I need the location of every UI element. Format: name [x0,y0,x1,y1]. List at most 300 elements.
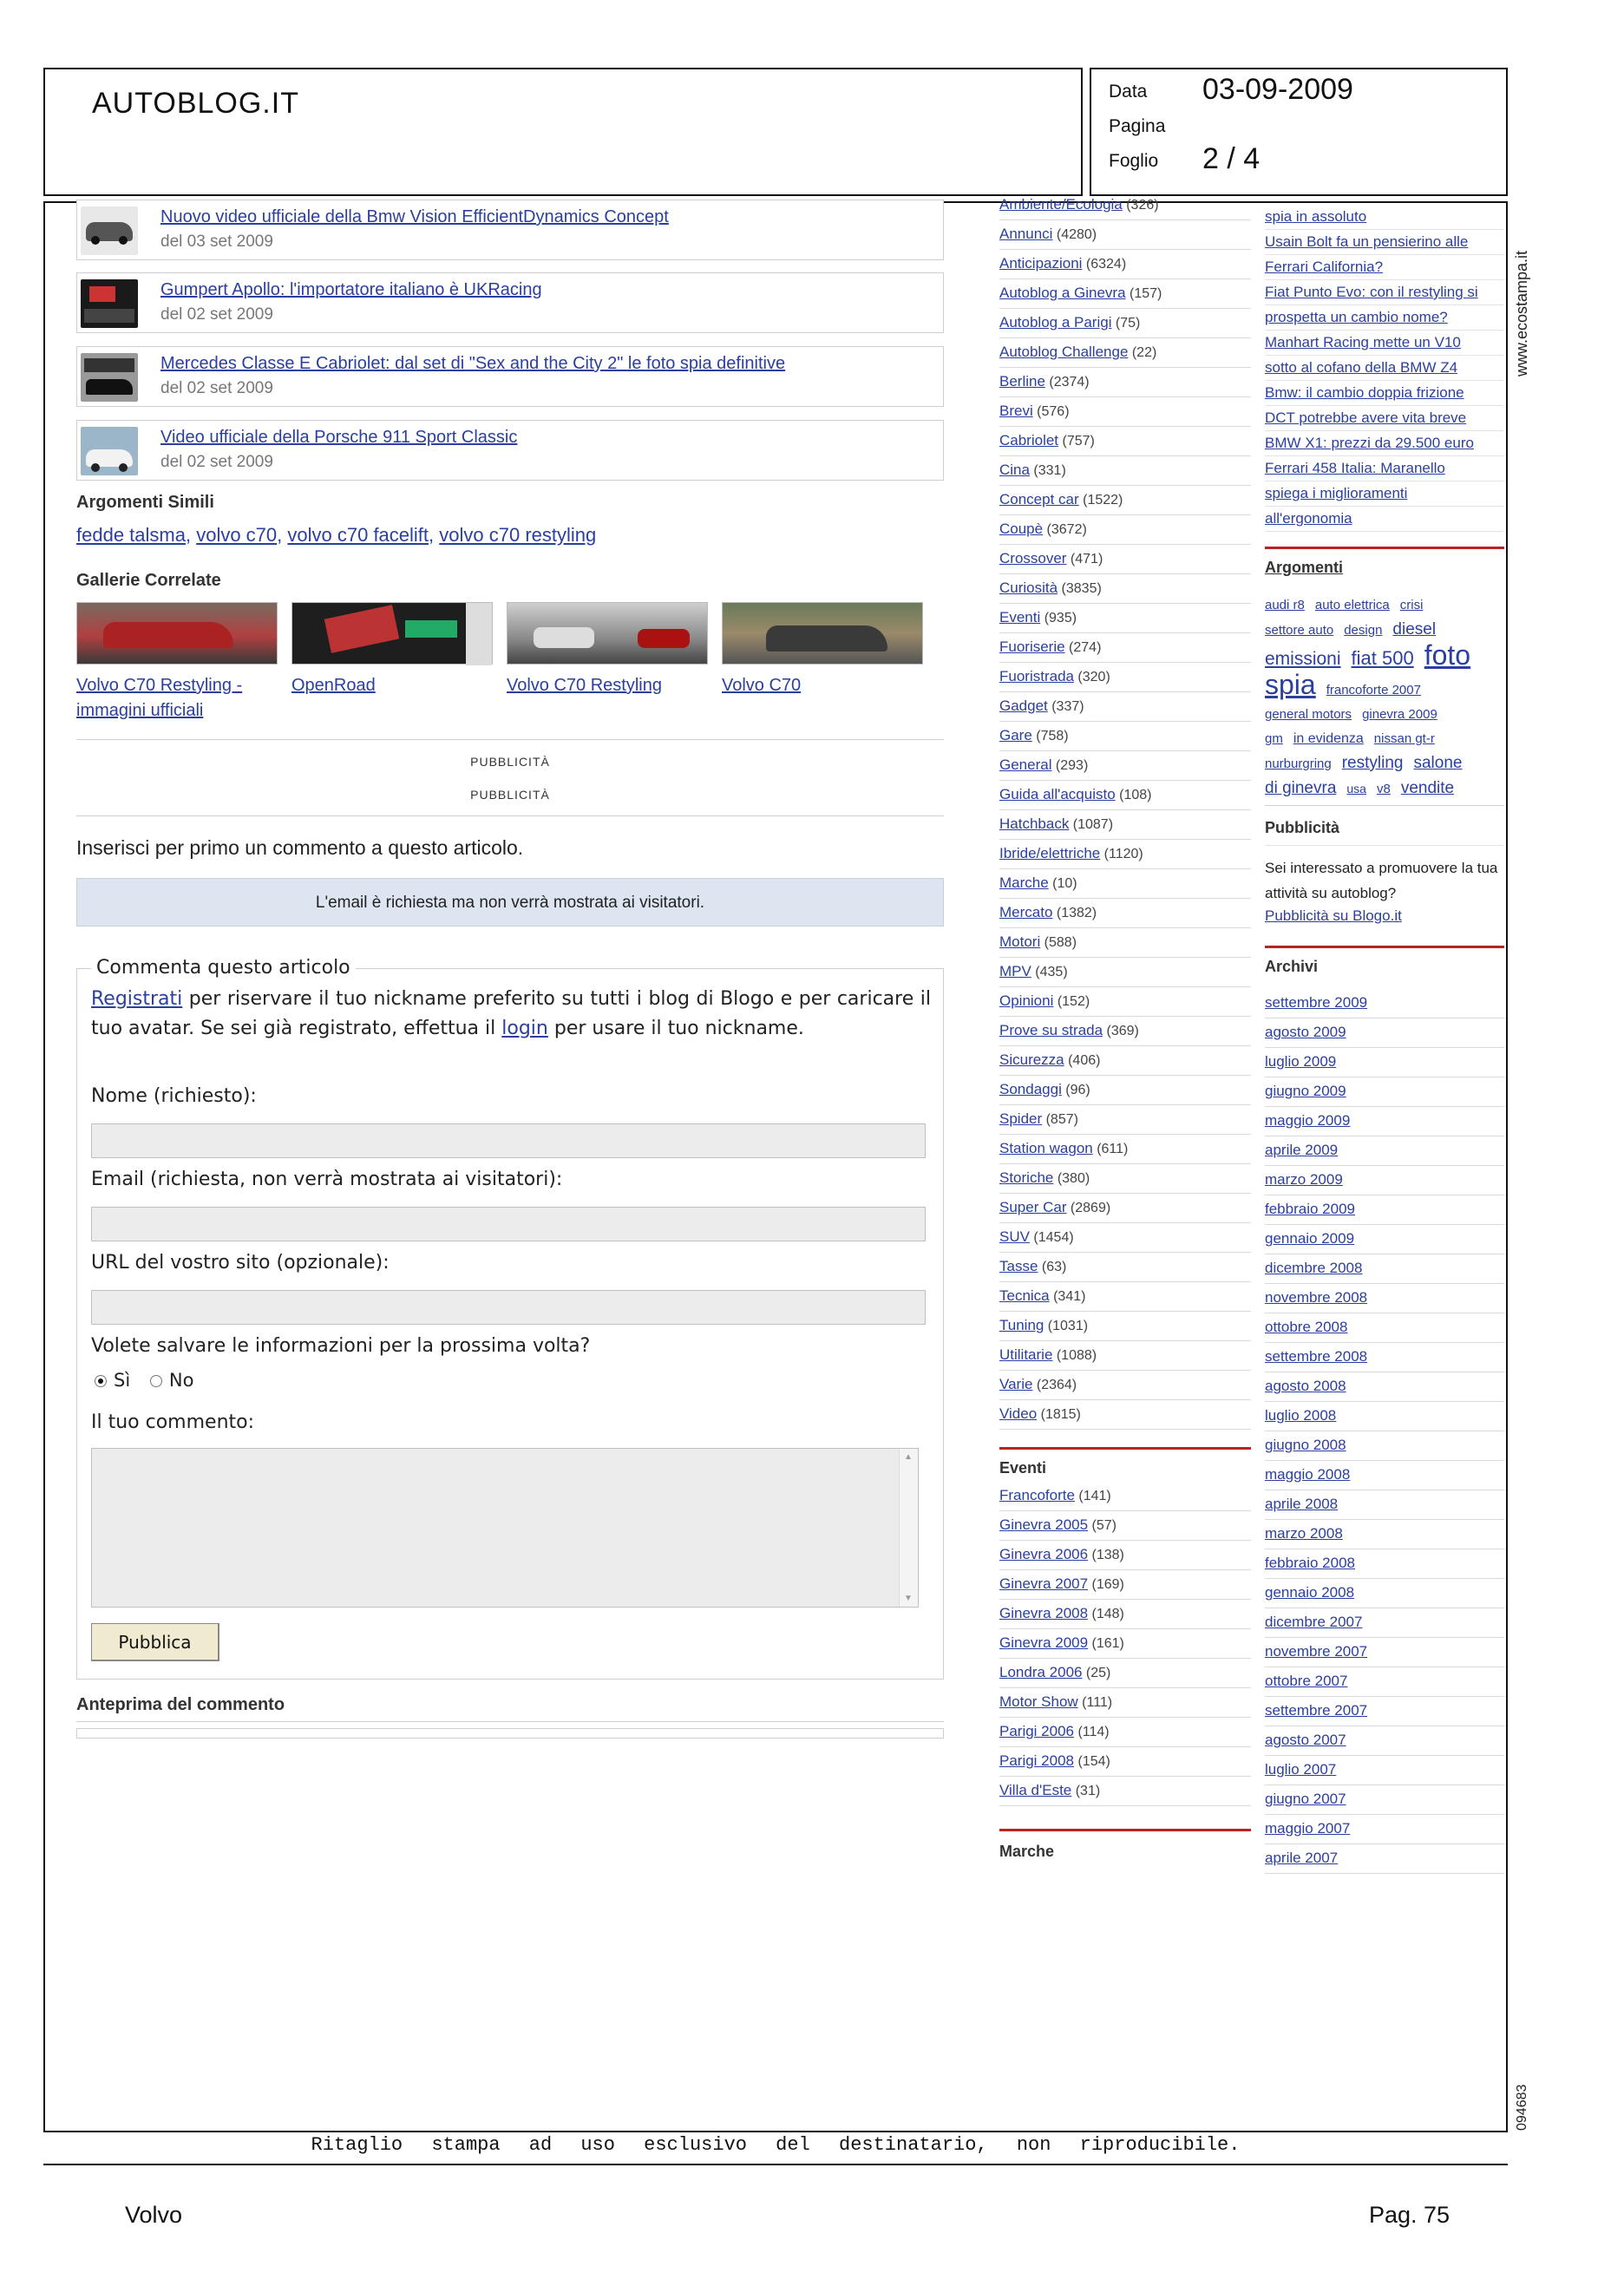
article-date: del 02 set 2009 [160,453,273,471]
archive-item[interactable] [1265,1667,1504,1697]
category-item-link[interactable]: Gare [999,727,1032,743]
cloud-tag[interactable]: francoforte 2007 [1326,683,1421,697]
divider [76,815,944,816]
event-item[interactable] [999,1600,1251,1629]
news-link[interactable]: spiega i miglioramenti [1265,481,1504,507]
archive-item[interactable] [1265,1697,1504,1726]
news-link[interactable]: sotto al cofano della BMW Z4 [1265,356,1504,381]
archive-item-link[interactable]: novembre 2007 [1265,1643,1368,1660]
archive-item[interactable] [1265,1048,1504,1077]
category-item-link[interactable]: Hatchback [999,815,1070,832]
email-field[interactable] [91,1207,926,1241]
event-item[interactable] [999,1570,1251,1600]
archive-item[interactable] [1265,1638,1504,1667]
archive-item-link[interactable]: marzo 2009 [1265,1171,1343,1188]
category-item-link[interactable]: Annunci [999,226,1053,242]
news-link[interactable]: Usain Bolt fa un pensierino alle [1265,230,1504,255]
cloud-tag[interactable]: gm [1265,731,1283,746]
news-link[interactable]: Manhart Racing mette un V10 [1265,331,1504,356]
archive-item-link[interactable]: luglio 2009 [1265,1053,1337,1070]
archive-item[interactable] [1265,1549,1504,1579]
category-item[interactable] [999,928,1251,958]
cloud-tag[interactable]: salone [1413,754,1463,772]
category-item-link[interactable]: Cina [999,462,1030,478]
category-item-link[interactable]: Concept car [999,491,1079,508]
archive-item[interactable] [1265,1343,1504,1372]
event-item[interactable] [999,1482,1251,1511]
gallery-thumbnail[interactable] [507,602,708,665]
category-item[interactable] [999,427,1251,456]
tag-cloud [1265,593,1508,802]
category-item[interactable] [999,338,1251,368]
ad-box-link[interactable]: Pubblicità su Blogo.it [1265,907,1402,924]
category-item[interactable] [999,1135,1251,1164]
event-item[interactable] [999,1511,1251,1541]
cloud-tag[interactable]: general motors [1265,707,1352,722]
category-item-link[interactable]: Guida all'acquisto [999,786,1116,802]
category-item-count: (75) [1111,316,1141,331]
news-link[interactable]: Ferrari 458 Italia: Maranello [1265,456,1504,481]
cloud-tag[interactable]: auto elettrica [1314,598,1390,612]
archive-item-link[interactable]: aprile 2009 [1265,1142,1339,1158]
comment-textarea[interactable] [91,1448,919,1608]
archive-item-link[interactable]: novembre 2008 [1265,1289,1368,1306]
category-item[interactable] [999,1400,1251,1430]
cloud-tag[interactable]: fiat 500 [1351,647,1414,669]
archive-item[interactable] [1265,1284,1504,1313]
category-item-count: (326) [1122,198,1159,213]
galleries-heading: Gallerie Correlate [76,571,221,590]
category-item-link[interactable]: Super Car [999,1199,1067,1215]
textarea-scrollbar[interactable] [899,1449,918,1607]
archive-item-link[interactable]: agosto 2008 [1265,1378,1346,1394]
category-item[interactable] [999,840,1251,869]
article-item[interactable] [76,420,944,481]
archive-item[interactable] [1265,1608,1504,1638]
radio-yes[interactable] [95,1375,107,1387]
article-thumbnail [81,279,138,328]
cloud-tag[interactable]: crisi [1399,598,1424,612]
gallery-caption[interactable]: Volvo C70 Restyling - immagini ufficiali [76,676,243,720]
email-notice [76,878,944,927]
archive-item[interactable] [1265,1254,1504,1284]
archive-item[interactable] [1265,1402,1504,1431]
category-item[interactable] [999,1223,1251,1253]
event-item[interactable] [999,1747,1251,1777]
category-item[interactable] [999,1312,1251,1341]
category-item-link[interactable]: Sondaggi [999,1081,1062,1097]
category-item-link[interactable]: Fuoriserie [999,639,1065,655]
category-item[interactable] [999,1194,1251,1223]
sheet-label: Foglio [1109,151,1159,171]
archive-item-link[interactable]: giugno 2009 [1265,1083,1346,1099]
category-item-link[interactable]: Coupè [999,521,1044,537]
cloud-tag[interactable]: di ginevra [1265,779,1337,797]
event-item-link[interactable]: Parigi 2008 [999,1752,1075,1769]
ad-box-text: Sei interessato a promuovere la tua attività su autoblog? [1265,860,1498,901]
article-thumbnail [81,353,138,402]
radio-no-label: No [168,1370,194,1391]
category-item[interactable] [999,1164,1251,1194]
cloud-tag[interactable]: diesel [1392,620,1437,639]
category-item-count: (152) [1053,994,1090,1009]
similar-tags: fedde talsma, volvo c70, volvo c70 facelift, volvo c70 restyling [76,524,597,546]
category-item[interactable] [999,250,1251,279]
news-link[interactable]: prospetta un cambio nome? [1265,305,1504,331]
cloud-tag[interactable]: nurburgring [1265,756,1332,771]
category-item[interactable] [999,1105,1251,1135]
news-link[interactable]: Ferrari California? [1265,255,1504,280]
event-item-link[interactable]: Ginevra 2007 [999,1575,1089,1592]
cloud-tag[interactable]: ginevra 2009 [1362,707,1437,722]
category-item[interactable] [999,191,1251,220]
archive-item[interactable] [1265,1018,1504,1048]
event-item-count: (111) [1077,1695,1113,1710]
category-item-count: (1815) [1037,1407,1081,1422]
clipping-frame [43,196,1530,2132]
news-links [1265,205,1504,532]
similar-tag[interactable]: volvo c70 restyling [439,524,597,546]
event-item-count: (31) [1071,1784,1101,1798]
article-item[interactable] [76,200,944,260]
section-divider [999,1447,1251,1450]
category-item-link[interactable]: Fuoristrada [999,668,1074,684]
intro-text-end: per usare il tuo nickname. [553,1018,804,1039]
category-item[interactable] [999,220,1251,250]
news-link[interactable]: Fiat Punto Evo: con il restyling si [1265,280,1504,305]
event-item-link[interactable]: Ginevra 2009 [999,1634,1089,1651]
archive-item-link[interactable]: dicembre 2007 [1265,1614,1363,1630]
category-item-link[interactable]: Motori [999,933,1041,950]
news-link[interactable]: Bmw: il cambio doppia frizione [1265,381,1504,406]
similar-tag[interactable]: fedde talsma [76,524,186,546]
category-item-count: (1031) [1044,1319,1089,1333]
event-item-count: (57) [1088,1518,1116,1533]
category-item[interactable] [999,515,1251,545]
archive-item-link[interactable]: maggio 2008 [1265,1466,1351,1483]
category-item-link[interactable]: Autoblog a Ginevra [999,285,1126,301]
category-item[interactable] [999,486,1251,515]
notice-rule [43,2131,1508,2132]
category-item[interactable] [999,397,1251,427]
archive-item[interactable] [1265,1844,1504,1874]
category-item-count: (380) [1053,1171,1090,1186]
archive-item-link[interactable]: febbraio 2009 [1265,1201,1355,1217]
cloud-tag[interactable]: usa [1346,782,1366,796]
category-item-link[interactable]: Gadget [999,697,1048,714]
category-item[interactable] [999,279,1251,309]
category-item[interactable] [999,722,1251,751]
cloud-tag[interactable]: settore auto [1265,623,1334,638]
archive-item-link[interactable]: febbraio 2008 [1265,1555,1355,1571]
category-item-link[interactable]: Eventi [999,609,1041,625]
category-item-count: (274) [1064,640,1102,655]
category-item-link[interactable]: Mercato [999,904,1053,920]
category-item-link[interactable]: Brevi [999,403,1033,419]
category-item[interactable] [999,1282,1251,1312]
category-item[interactable] [999,574,1251,604]
news-link[interactable]: DCT potrebbe avere vita breve [1265,406,1504,431]
event-item-count: (154) [1074,1754,1110,1769]
category-item-link[interactable]: Utilitarie [999,1346,1053,1363]
cloud-tag[interactable]: v8 [1376,782,1391,796]
event-item-count: (25) [1082,1666,1111,1680]
gallery-thumbnail[interactable] [291,602,493,665]
archive-item[interactable] [1265,1166,1504,1195]
section-divider [1265,547,1504,549]
publish-button[interactable]: Pubblica [91,1623,219,1661]
category-item[interactable] [999,1341,1251,1371]
event-item-link[interactable]: Ginevra 2006 [999,1546,1089,1562]
category-item-link[interactable]: Curiosità [999,580,1058,596]
cloud-tag[interactable]: spia [1265,669,1316,700]
gallery-caption[interactable]: Volvo C70 Restyling [507,676,662,695]
article-title[interactable]: Mercedes Classe E Cabriolet: dal set di "Sex and the City 2" le foto spia definitive [160,354,786,373]
cloud-tag[interactable]: audi r8 [1265,598,1305,612]
event-item[interactable] [999,1718,1251,1747]
article-title[interactable]: Nuovo video ufficiale della Bmw Vision EfficientDynamics Concept [160,207,669,226]
event-item-link[interactable]: Francoforte [999,1487,1075,1503]
news-link[interactable]: spia in assoluto [1265,205,1504,230]
archive-item[interactable] [1265,1461,1504,1490]
category-item[interactable] [999,869,1251,899]
article-thumbnail [81,427,138,475]
archive-item[interactable] [1265,989,1504,1018]
similar-tag[interactable]: volvo c70 [196,524,278,546]
clipping-notice-text: Ritaglio stampa ad uso esclusivo del destinatario, non riproducibile. [311,2134,1241,2156]
source-title: AUTOBLOG.IT [92,87,299,120]
category-item-count: (1522) [1078,493,1123,508]
article-title[interactable]: Video ufficiale della Porsche 911 Sport Classic [160,428,518,447]
footer-brand: Volvo [125,2202,183,2228]
gallery-item[interactable] [76,602,278,724]
scroll-up-icon[interactable]: ▲ [904,1452,913,1462]
category-item-link[interactable]: Prove su strada [999,1022,1103,1038]
category-item-count: (471) [1066,552,1103,566]
category-item[interactable] [999,1076,1251,1105]
event-item-link[interactable]: Villa d'Este [999,1782,1072,1798]
event-item-link[interactable]: Parigi 2006 [999,1723,1075,1739]
archive-item-link[interactable]: gennaio 2009 [1265,1230,1355,1247]
article-item[interactable] [76,272,944,333]
gallery-item[interactable] [722,602,923,698]
cloud-tag[interactable]: foto [1424,639,1471,671]
divider [1265,845,1504,846]
cloud-tag[interactable]: design [1344,623,1383,638]
category-item-count: (758) [1031,729,1069,743]
category-item[interactable] [999,633,1251,663]
archive-item-link[interactable]: marzo 2008 [1265,1525,1343,1542]
gallery-thumbnail[interactable] [76,602,278,665]
login-link[interactable]: login [501,1018,548,1039]
event-item[interactable] [999,1541,1251,1570]
archive-item[interactable] [1265,1520,1504,1549]
category-item[interactable] [999,1017,1251,1046]
category-item[interactable] [999,1253,1251,1282]
category-item-link[interactable]: Autoblog Challenge [999,344,1129,360]
category-item-count: (1120) [1100,847,1143,861]
divider [76,739,944,740]
preview-heading: Anteprima del commento [76,1695,285,1714]
category-item-link[interactable]: Varie [999,1376,1033,1392]
archive-item-link[interactable]: ottobre 2007 [1265,1673,1348,1689]
category-item[interactable] [999,987,1251,1017]
event-item-count: (141) [1074,1489,1111,1503]
category-item-link[interactable]: Berline [999,373,1045,390]
category-item-count: (588) [1040,935,1077,950]
archive-item-link[interactable]: maggio 2007 [1265,1820,1351,1837]
category-item-link[interactable]: SUV [999,1228,1030,1245]
category-item[interactable] [999,663,1251,692]
archive-item-link[interactable]: aprile 2008 [1265,1496,1339,1512]
archive-item-link[interactable]: aprile 2007 [1265,1850,1339,1866]
archive-item-link[interactable]: agosto 2007 [1265,1732,1346,1748]
event-item-link[interactable]: Ginevra 2008 [999,1605,1089,1621]
category-item-link[interactable]: Marche [999,874,1049,891]
archive-item[interactable] [1265,1195,1504,1225]
email-notice-text: L'email è richiesta ma non verrà mostrata ai visitatori. [315,894,705,912]
cloud-tag[interactable]: vendite [1400,779,1455,797]
archive-item-link[interactable]: luglio 2008 [1265,1407,1337,1424]
category-item-count: (1382) [1052,906,1097,920]
event-item[interactable] [999,1659,1251,1688]
topics-heading[interactable]: Argomenti [1265,559,1343,576]
archive-item[interactable] [1265,1579,1504,1608]
category-item-link[interactable]: Spider [999,1110,1043,1127]
category-item[interactable] [999,958,1251,987]
news-link[interactable]: all'ergonomia [1265,507,1504,532]
category-item-count: (435) [1031,965,1068,979]
header-source-box [43,68,1083,196]
category-item[interactable] [999,810,1251,840]
archive-item[interactable] [1265,1107,1504,1136]
gallery-item[interactable] [507,602,708,698]
category-item-count: (857) [1042,1112,1078,1127]
archive-item-link[interactable]: settembre 2007 [1265,1702,1368,1719]
header-meta-box [1090,68,1508,196]
category-item[interactable] [999,309,1251,338]
category-item[interactable] [999,781,1251,810]
cloud-tag[interactable]: nissan gt-r [1373,731,1435,746]
category-item-link[interactable]: MPV [999,963,1031,979]
archive-item[interactable] [1265,1726,1504,1756]
category-item-count: (2869) [1066,1201,1111,1215]
archive-item[interactable] [1265,1313,1504,1343]
category-item[interactable] [999,545,1251,574]
category-item[interactable] [999,1371,1251,1400]
event-item[interactable] [999,1777,1251,1806]
category-item-link[interactable]: Tasse [999,1258,1038,1274]
event-item-link[interactable]: Ginevra 2005 [999,1516,1089,1533]
archive-item[interactable] [1265,1785,1504,1815]
cloud-tag[interactable]: restyling [1341,754,1404,772]
events-heading: Eventi [999,1459,1047,1477]
archive-item[interactable] [1265,1756,1504,1785]
category-item-link[interactable]: Storiche [999,1169,1054,1186]
url-field[interactable] [91,1290,926,1325]
scroll-down-icon[interactable]: ▼ [904,1594,913,1603]
archive-item-link[interactable]: luglio 2007 [1265,1761,1337,1778]
gallery-caption[interactable]: Volvo C70 [722,676,802,695]
ad-label: PUBBLICITÀ [470,788,550,802]
event-item-link[interactable]: Londra 2006 [999,1664,1083,1680]
cloud-tag[interactable]: emissioni [1265,649,1341,669]
similar-tag[interactable]: volvo c70 facelift [287,524,429,546]
category-item-count: (369) [1103,1024,1139,1038]
archive-item[interactable] [1265,1815,1504,1844]
gallery-item[interactable] [291,602,493,698]
category-item-link[interactable]: Station wagon [999,1140,1093,1156]
register-link[interactable]: Registrati [91,988,183,1010]
gallery-caption[interactable]: OpenRoad [291,676,376,695]
article-item[interactable] [76,346,944,407]
category-item-count: (1454) [1029,1230,1074,1245]
archive-item-link[interactable]: gennaio 2008 [1265,1584,1355,1601]
archive-item-link[interactable]: settembre 2009 [1265,994,1368,1011]
archive-item[interactable] [1265,1225,1504,1254]
event-item[interactable] [999,1688,1251,1718]
category-item[interactable] [999,456,1251,486]
category-item[interactable] [999,899,1251,928]
news-link[interactable]: BMW X1: prezzi da 29.500 euro [1265,431,1504,456]
category-item-link[interactable]: Crossover [999,550,1067,566]
category-item-link[interactable]: Ibride/elettriche [999,845,1101,861]
category-item[interactable] [999,604,1251,633]
archive-item[interactable] [1265,1136,1504,1166]
article-title[interactable]: Gumpert Apollo: l'importatore italiano è UKRacing [160,280,542,299]
category-item-link[interactable]: Sicurezza [999,1051,1064,1068]
archive-item-link[interactable]: dicembre 2008 [1265,1260,1363,1276]
archive-item-link[interactable]: giugno 2008 [1265,1437,1346,1453]
category-item-link[interactable]: General [999,756,1052,773]
radio-no[interactable] [150,1375,162,1387]
archive-item[interactable] [1265,1490,1504,1520]
archive-item[interactable] [1265,1431,1504,1461]
archive-item-link[interactable]: maggio 2009 [1265,1112,1351,1129]
category-item-link[interactable]: Cabriolet [999,432,1059,449]
archive-item[interactable] [1265,1372,1504,1402]
cloud-tag[interactable]: in evidenza [1293,731,1364,746]
archive-item-link[interactable]: giugno 2007 [1265,1791,1346,1807]
event-item-count: (114) [1074,1725,1110,1739]
event-item-link[interactable]: Motor Show [999,1693,1078,1710]
category-item-count: (406) [1064,1053,1101,1068]
category-item-count: (935) [1040,611,1077,625]
event-item[interactable] [999,1629,1251,1659]
category-item[interactable] [999,368,1251,397]
category-item-link[interactable]: Opinioni [999,992,1054,1009]
category-item-link[interactable]: Ambiente/Ecologia [999,196,1123,213]
category-item-link[interactable]: Video [999,1405,1038,1422]
category-item[interactable] [999,1046,1251,1076]
category-item-count: (337) [1047,699,1084,714]
ad-box-heading: Pubblicità [1265,819,1340,836]
category-item[interactable] [999,692,1251,722]
category-item[interactable] [999,751,1251,781]
category-item-link[interactable]: Tecnica [999,1287,1050,1304]
archive-item-link[interactable]: ottobre 2008 [1265,1319,1348,1335]
category-item-link[interactable]: Tuning [999,1317,1044,1333]
archive-item[interactable] [1265,1077,1504,1107]
comment-intro [91,985,931,1044]
category-item-count: (108) [1115,788,1152,802]
gallery-thumbnail[interactable] [722,602,923,665]
archive-item-link[interactable]: agosto 2009 [1265,1024,1346,1040]
archive-item-link[interactable]: settembre 2008 [1265,1348,1368,1365]
category-item-link[interactable]: Anticipazioni [999,255,1083,272]
name-field[interactable] [91,1123,926,1158]
category-item-link[interactable]: Autoblog a Parigi [999,314,1112,331]
